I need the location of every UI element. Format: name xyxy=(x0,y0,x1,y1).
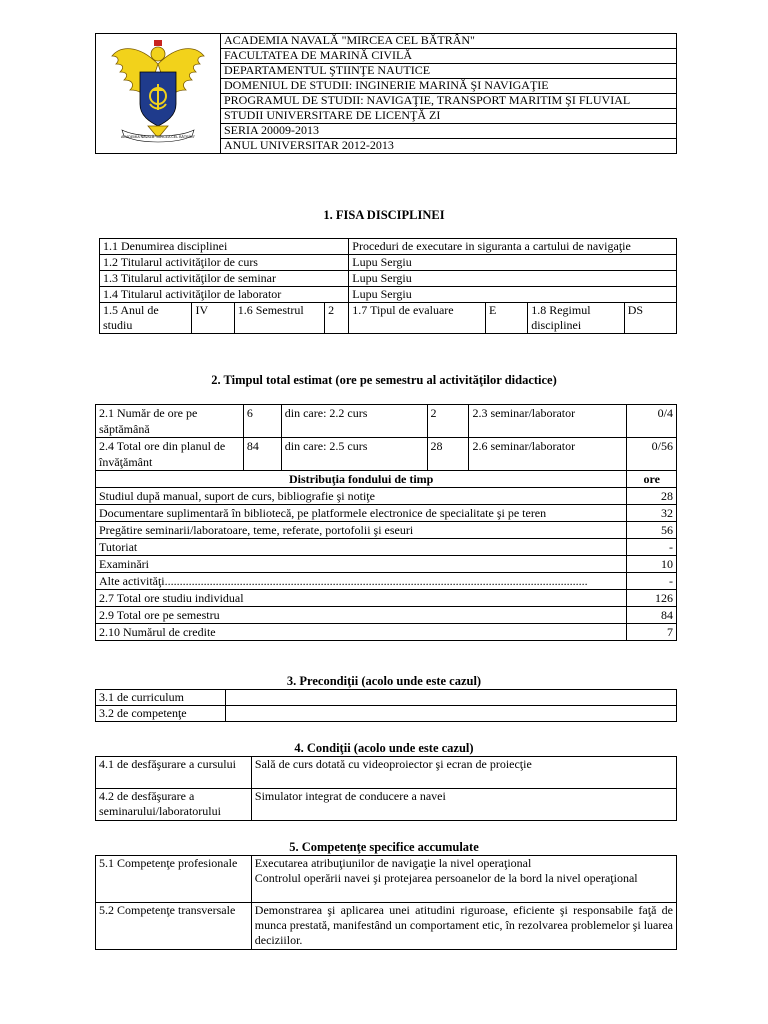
row-label: 1.2 Titularul activităţilor de curs xyxy=(100,255,349,271)
curs-label: din care: 2.5 curs xyxy=(281,438,427,471)
header-line: ANUL UNIVERSITAR 2012-2013 xyxy=(221,139,677,154)
section3-title: 3. Precondiţii (acolo unde este cazul) xyxy=(286,674,482,688)
row-label: 3.2 de competenţe xyxy=(96,706,226,722)
row-label: 1.1 Denumirea disciplinei xyxy=(100,239,349,255)
seminar-value: 0/4 xyxy=(627,405,677,438)
distribution-header: Distribuţia fondului de timp xyxy=(96,471,627,488)
table-row xyxy=(96,471,677,488)
ore-header: ore xyxy=(627,471,677,488)
table-row xyxy=(100,287,677,303)
table-row xyxy=(100,303,677,334)
section4-title: 4. Condiţii (acolo unde este cazul) xyxy=(294,741,474,755)
total-label: 2.10 Numărul de credite xyxy=(96,624,627,641)
row-value: Proceduri de executare in siguranta a cartului de navigaţie xyxy=(349,239,677,255)
table-row xyxy=(96,438,677,471)
table-row xyxy=(96,690,677,706)
conditions-table xyxy=(95,756,677,821)
row-value: Demonstrarea şi aplicarea unei atitudini riguroase, eficiente şi responsabile faţă de munca prestată, manifestând un comportament etic, în rezolvarea problemelor şi luarea deciziilor. xyxy=(251,903,676,950)
curs-label: din care: 2.2 curs xyxy=(281,405,427,438)
seminar-label: 2.3 seminar/laborator xyxy=(469,405,627,438)
item-value: 56 xyxy=(627,522,677,539)
table-row xyxy=(96,856,677,903)
table-row xyxy=(96,607,677,624)
total-label: 2.7 Total ore studiu individual xyxy=(96,590,627,607)
hours-week-label: 2.1 Număr de ore pe săptămână xyxy=(96,405,244,438)
item-label: Pregătire seminarii/laboratoare, teme, referate, portofolii şi eseuri xyxy=(96,522,627,539)
total-value: 7 xyxy=(627,624,677,641)
row-label: 4.1 de desfăşurare a cursului xyxy=(96,757,252,789)
table-row xyxy=(96,590,677,607)
total-value: 126 xyxy=(627,590,677,607)
row-label: 4.2 de desfăşurare a seminarului/laboratorului xyxy=(96,789,252,821)
row-value: Lupu Sergiu xyxy=(349,271,677,287)
row-value xyxy=(225,706,676,722)
discipline-table xyxy=(99,238,677,334)
row-value xyxy=(251,856,676,903)
item-value: - xyxy=(627,573,677,590)
item-label: Documentare suplimentară în bibliotecă, pe platformele electronice de specialitate şi pe teren xyxy=(96,505,627,522)
row-label: 1.3 Titularul activităţilor de seminar xyxy=(100,271,349,287)
item-value: 32 xyxy=(627,505,677,522)
header-line: FACULTATEA DE MARINĂ CIVILĂ xyxy=(221,49,677,64)
header-line: DOMENIUL DE STUDII: INGINERIE MARINĂ ŞI NAVIGAŢIE xyxy=(221,79,677,94)
section1-title: 1. FISA DISCIPLINEI xyxy=(323,208,445,222)
curs-value: 2 xyxy=(427,405,469,438)
item-label: Studiul după manual, suport de curs, bibliografie şi notiţe xyxy=(96,488,627,505)
competence-line: Executarea atribuţiunilor de navigaţie la nivel operaţional xyxy=(254,856,532,870)
item-label: Examinări xyxy=(96,556,627,573)
table-row xyxy=(96,903,677,950)
table-row xyxy=(96,505,677,522)
section5-title: 5. Competenţe specifice accumulate xyxy=(289,840,479,854)
item-value: 10 xyxy=(627,556,677,573)
table-row xyxy=(100,271,677,287)
regime-value: DS xyxy=(624,303,676,334)
header-table xyxy=(95,33,677,154)
hours-week-value: 6 xyxy=(243,405,281,438)
year-label: 1.5 Anul de studiu xyxy=(100,303,192,334)
time-table xyxy=(95,404,677,641)
item-label: Tutoriat xyxy=(96,539,627,556)
table-row xyxy=(96,522,677,539)
table-row xyxy=(96,556,677,573)
row-label: 5.2 Competenţe transversale xyxy=(96,903,252,950)
table-row xyxy=(96,789,677,821)
regime-label: 1.8 Regimul disciplinei xyxy=(528,303,625,334)
table-row xyxy=(96,624,677,641)
semester-value: 2 xyxy=(325,303,349,334)
preconditions-table xyxy=(95,689,677,722)
header-line: STUDII UNIVERSITARE DE LICENŢĂ ZI xyxy=(221,109,677,124)
curs-value: 28 xyxy=(427,438,469,471)
header-line: PROGRAMUL DE STUDII: NAVIGAŢIE, TRANSPORT MARITIM ŞI FLUVIAL xyxy=(221,94,677,109)
table-row xyxy=(96,706,677,722)
table-row xyxy=(96,405,677,438)
section2-title: 2. Timpul total estimat (ore pe semestru al activităţilor didactice) xyxy=(211,373,557,387)
header-line: SERIA 20009-2013 xyxy=(221,124,677,139)
row-value: Lupu Sergiu xyxy=(349,287,677,303)
row-label: 1.4 Titularul activităţilor de laborator xyxy=(100,287,349,303)
table-row xyxy=(96,488,677,505)
table-row xyxy=(96,757,677,789)
row-label: 5.1 Competenţe profesionale xyxy=(96,856,252,903)
total-label: 2.9 Total ore pe semestru xyxy=(96,607,627,624)
hours-total-value: 84 xyxy=(243,438,281,471)
row-label: 3.1 de curriculum xyxy=(96,690,226,706)
year-value: IV xyxy=(192,303,234,334)
competence-line: Controlul operării navei şi protejarea persoanelor de la bord la nivel operaţional xyxy=(254,871,638,885)
crest-cell xyxy=(96,34,221,154)
table-row xyxy=(96,539,677,556)
row-value: Lupu Sergiu xyxy=(349,255,677,271)
item-value: - xyxy=(627,539,677,556)
evaluation-label: 1.7 Tipul de evaluare xyxy=(349,303,486,334)
seminar-value: 0/56 xyxy=(627,438,677,471)
table-row xyxy=(100,255,677,271)
table-row xyxy=(100,239,677,255)
item-value: 28 xyxy=(627,488,677,505)
header-line: DEPARTAMENTUL ŞTIINŢE NAUTICE xyxy=(221,64,677,79)
crest-ribbon-text: ACADEMIA NAVALĂ "MIRCEA CEL BĂTRÂN" xyxy=(121,135,195,139)
evaluation-value: E xyxy=(485,303,527,334)
header-line: ACADEMIA NAVALĂ "MIRCEA CEL BĂTRÂN" xyxy=(221,34,677,49)
item-label: Alte activităţi............................................................................................................................................. xyxy=(96,573,627,590)
row-value xyxy=(225,690,676,706)
row-value: Simulator integrat de conducere a navei xyxy=(251,789,676,821)
seminar-label: 2.6 seminar/laborator xyxy=(469,438,627,471)
total-value: 84 xyxy=(627,607,677,624)
table-row xyxy=(96,573,677,590)
hours-total-label: 2.4 Total ore din planul de învăţământ xyxy=(96,438,244,471)
competences-table xyxy=(95,855,677,950)
semester-label: 1.6 Semestrul xyxy=(234,303,324,334)
row-value: Sală de curs dotată cu videoproiector şi ecran de proiecţie xyxy=(251,757,676,789)
naval-academy-crest-icon xyxy=(108,34,208,150)
